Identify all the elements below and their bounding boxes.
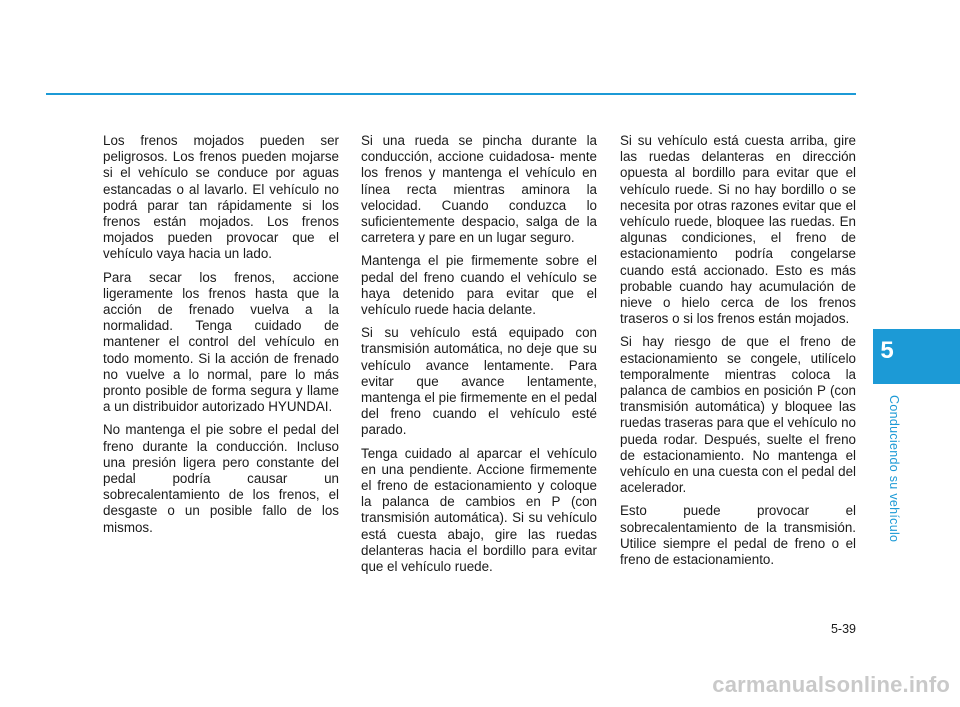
- text-column-1: [103, 133, 339, 543]
- paragraph: Esto puede provocar el sobrecalentamiento de la transmisión. Utilice siempre el pedal de freno o el freno de estacionamiento.: [620, 503, 856, 568]
- paragraph: Tenga cuidado al aparcar el vehículo en una pendiente. Accione firmemente el freno de estacionamiento y coloque la palanca de cambios en P (con transmisión automática). Si su vehículo está cuesta abajo, gire las ruedas delanteras hacia el bordillo para evitar que el vehículo ruede.: [361, 445, 597, 575]
- paragraph: Si hay riesgo de que el freno de estacionamiento se congele, utilícelo temporalmente mientras coloca la palanca de cambios en posición P (con transmisión automática) y bloquee las ruedas traseras para que el vehículo no pueda rodar. Después, suelte el freno de estacionamiento. No mantenga el vehículo en una cuesta con el pedal del acelerador.: [620, 334, 856, 496]
- text-column-2: [361, 133, 597, 582]
- section-title: Conduciendo su vehículo: [887, 395, 901, 543]
- paragraph: Si su vehículo está cuesta arriba, gire las ruedas delanteras en dirección opuesta al bordillo para evitar que el vehículo ruede. Si no hay bordillo o se necesita por otras razones evitar que el vehículo ruede, bloquee las ruedas. En algunas condiciones, el freno de estacionamiento podría congelarse cuando está accionado. Esto es más probable cuando hay acumulación de nieve o hielo cerca de los frenos traseros o si los frenos están mojados.: [620, 133, 856, 327]
- header-rule: [46, 93, 856, 95]
- paragraph: Para secar los frenos, accione ligeramente los frenos hasta que la acción de frenado vuelva a la normalidad. Tenga cuidado de mantener el control del vehículo en todo momento. Si la acción de frenado no vuelve a lo normal, pare lo más pronto posible de forma segura y llame a un distribuidor autorizado HYUNDAI.: [103, 269, 339, 415]
- paragraph: Mantenga el pie firmemente sobre el pedal del freno cuando el vehículo se haya detenido para evitar que el vehículo ruede hacia delante.: [361, 253, 597, 318]
- paragraph: Si su vehículo está equipado con transmisión automática, no deje que su vehículo avance lentamente. Para evitar que avance lentamente, mantenga el pie firmemente en el pedal del freno cuando el vehículo esté parado.: [361, 325, 597, 438]
- page-number: 5-39: [830, 622, 856, 636]
- text-column-3: [620, 133, 856, 575]
- watermark: carmanualsonline.info: [712, 672, 950, 697]
- chapter-number: 5: [880, 337, 894, 364]
- paragraph: Si una rueda se pincha durante la conducción, accione cuidadosa- mente los frenos y mantenga el vehículo en línea recta mientras aminora la velocidad. Cuando conduzca lo suficientemente despacio, salga de la carretera y pare en un lugar seguro.: [361, 133, 597, 246]
- paragraph: No mantenga el pie sobre el pedal del freno durante la conducción. Incluso una presión ligera pero constante del pedal podría causar un sobrecalentamiento de los frenos, el desgaste o un posible fallo de los mismos.: [103, 422, 339, 535]
- paragraph: Los frenos mojados pueden ser peligrosos. Los frenos pueden mojarse si el vehículo se conduce por aguas estancadas o al lavarlo. El vehículo no podrá parar tan rápidamente si los frenos están mojados. Los frenos mojados pueden provocar que el vehículo vaya hacia un lado.: [103, 133, 339, 262]
